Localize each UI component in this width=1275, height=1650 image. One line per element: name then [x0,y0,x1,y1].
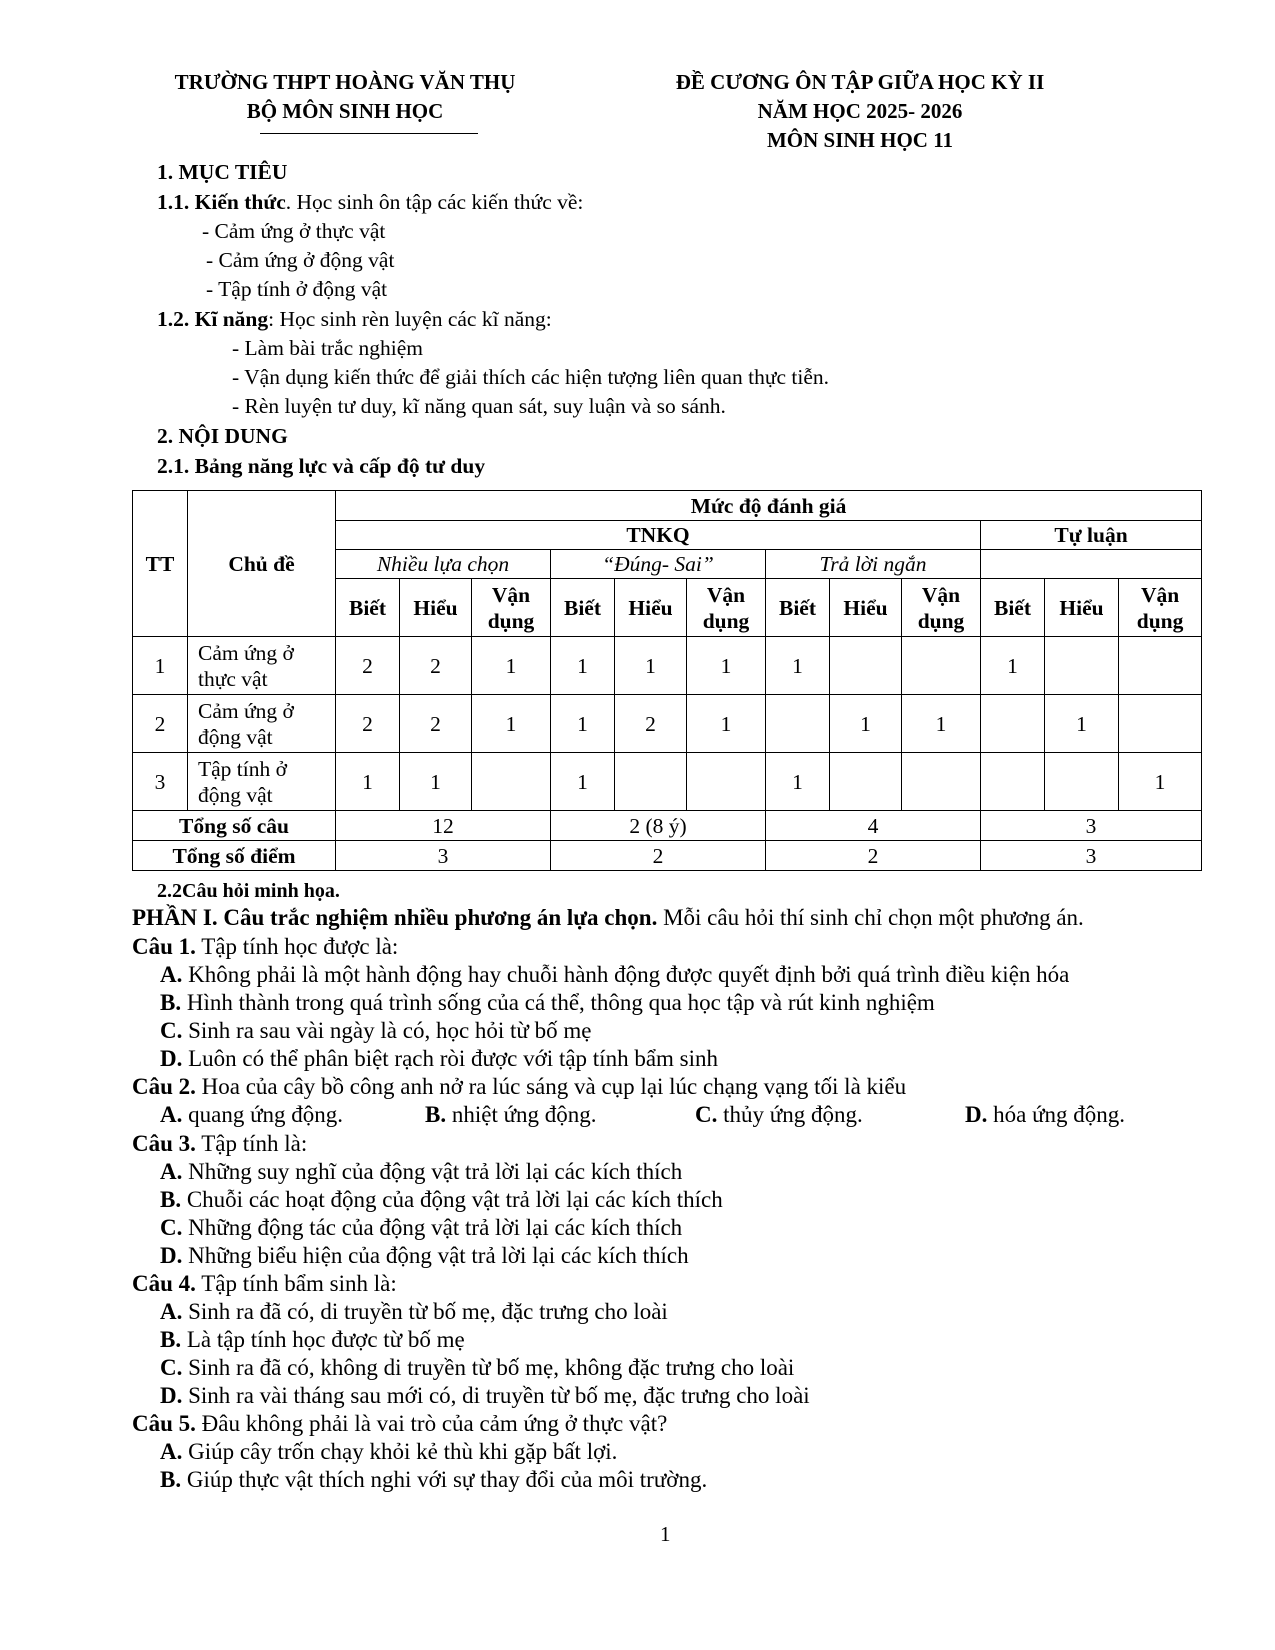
knowledge-item: - Cảm ứng ở thực vật [202,219,386,243]
cell: 1 [766,753,830,811]
option-text: Là tập tính học được từ bố mẹ [181,1327,465,1352]
total-questions-short: 4 [766,811,981,841]
option-key: A. [160,1102,183,1127]
cell: 1 [1119,753,1202,811]
cell: 1 [766,637,830,695]
option-key: D. [160,1383,183,1408]
option-text: Sinh ra vài tháng sau mới có, di truyền từ bố mẹ, đặc trưng cho loài [182,1383,810,1408]
question-text: Tập tính là: [195,1131,308,1156]
cell: 1 [687,695,766,753]
option-text: Những suy nghĩ của động vật trả lời lại các kích thích [182,1159,683,1184]
cell: 1 [981,637,1045,695]
cell [472,753,551,811]
doc-title: ĐỀ CƯƠNG ÔN TẬP GIỮA HỌC KỲ II [675,70,1045,94]
option [160,1439,617,1465]
option-key: B. [160,1187,182,1212]
objectives-heading: 1. MỤC TIÊU [157,160,288,184]
knowledge-line [157,190,583,215]
total-points-short: 2 [766,841,981,871]
header-divider [260,133,478,134]
cell: 1 [551,637,615,695]
question-text: Tập tính bẩm sinh là: [195,1271,397,1296]
cell: 1 [1045,695,1119,753]
subject-title: MÔN SINH HỌC 11 [766,128,954,152]
total-questions-row [133,811,1202,841]
option-key: B. [160,990,182,1015]
level-header: Hiểu [400,579,472,637]
level-header: Biết [336,579,400,637]
option-key: C. [160,1215,183,1240]
table-row [133,753,1202,811]
essay-header: Tự luận [981,521,1202,550]
cell [830,753,902,811]
knowledge-item: - Tập tính ở động vật [206,277,388,301]
total-questions-label: Tổng số câu [133,811,336,841]
cell: 2 [336,637,400,695]
cell [615,753,687,811]
option-key: C. [160,1018,183,1043]
essay-sub-header [981,550,1202,579]
cell: 1 [472,637,551,695]
page-number: 1 [660,1522,671,1546]
option-key: D. [965,1102,988,1127]
total-points-mc: 3 [336,841,551,871]
level-header: Vận dụng [902,579,981,637]
option-key: A. [160,962,183,987]
cell [981,695,1045,753]
total-questions-tf: 2 (8 ý) [551,811,766,841]
cell [902,753,981,811]
question-label: Câu 5. [132,1411,196,1436]
option [160,962,1069,988]
option-text: Những biểu hiện của động vật trả lời lại các kích thích [182,1243,689,1268]
cell: 1 [615,637,687,695]
row-topic: Cảm ứng ở thực vật [188,637,336,695]
total-points-label: Tổng số điểm [133,841,336,871]
tnkq-header: TNKQ [336,521,981,550]
option-text: Hình thành trong quá trình sống của cá thể, thông qua học tập và rút kinh nghiệm [181,990,935,1015]
knowledge-num: 1.1. [157,190,190,214]
cell [1045,753,1119,811]
option-key: C. [695,1102,718,1127]
total-points-essay: 3 [981,841,1202,871]
table-row [133,637,1202,695]
level-header: Vận dụng [1119,579,1202,637]
option-text: Giúp thực vật thích nghi với sự thay đổi của môi trường. [181,1467,708,1492]
option [695,1102,863,1128]
option [160,1355,794,1381]
level-header: Biết [766,579,830,637]
option [160,1046,718,1072]
option [160,1159,682,1185]
cell [981,753,1045,811]
cell: 2 [400,637,472,695]
option [160,1243,689,1269]
knowledge-item: - Cảm ứng ở động vật [206,248,395,272]
school-name: TRƯỜNG THPT HOÀNG VĂN THỤ [174,70,516,94]
option-key: A. [160,1159,183,1184]
content-heading: 2. NỘI DUNG [157,424,288,448]
level-header: Biết [981,579,1045,637]
cell [1119,695,1202,753]
skills-label: Kĩ năng [194,307,269,331]
option-text: Không phải là một hành động hay chuỗi hành động được quyết định bởi quá trình điều kiện hóa [182,962,1070,987]
option-key: A. [160,1439,183,1464]
option [160,1327,465,1353]
cell: 2 [336,695,400,753]
option-text: quang ứng động. [182,1102,344,1127]
cell: 1 [400,753,472,811]
option-text: Sinh ra đã có, không di truyền từ bố mẹ, không đặc trưng cho loài [182,1355,795,1380]
cell [1045,637,1119,695]
table-row [133,695,1202,753]
cell: 1 [902,695,981,753]
question-text: Hoa của cây bồ công anh nở ra lúc sáng và cụp lại lúc chạng vạng tối là kiểu [195,1074,907,1099]
illustration-heading: 2.2Câu hỏi minh họa. [157,880,340,902]
assessment-matrix [132,490,1202,871]
option-text: Giúp cây trốn chạy khỏi kẻ thù khi gặp bất lợi. [182,1439,618,1464]
level-header: Hiểu [830,579,902,637]
knowledge-text: . Học sinh ôn tập các kiến thức về: [285,190,584,214]
option [160,1018,592,1044]
cell: 1 [830,695,902,753]
option-text: Sinh ra sau vài ngày là có, học hỏi từ bố mẹ [182,1018,592,1043]
option-text: nhiệt ứng động. [446,1102,597,1127]
cell [687,753,766,811]
col-topic-header: Chủ đề [188,491,336,637]
option [160,1215,682,1241]
row-number: 3 [133,753,188,811]
skills-line [157,307,552,332]
cell [830,637,902,695]
option-key: B. [160,1467,182,1492]
question-4 [132,1271,397,1297]
question-label: Câu 4. [132,1271,196,1296]
skills-text: : Học sinh rèn luyện các kĩ năng: [268,307,552,331]
option-text: Luôn có thể phân biệt rạch ròi được với tập tính bẩm sinh [182,1046,719,1071]
school-year: NĂM HỌC 2025- 2026 [757,99,963,123]
level-header: Hiểu [1045,579,1119,637]
skills-item: - Làm bài trắc nghiệm [232,336,424,360]
department-name: BỘ MÔN SINH HỌC [246,99,444,123]
option [160,1383,810,1409]
question-text: Tập tính học được là: [195,934,399,959]
option-key: C. [160,1355,183,1380]
option [160,990,935,1016]
multiple-choice-header: Nhiều lựa chọn [336,550,551,579]
table-heading: 2.1. Bảng năng lực và cấp độ tư duy [157,454,486,478]
option [160,1467,707,1493]
option-text: thủy ứng động. [717,1102,863,1127]
assessment-level-header: Mức độ đánh giá [336,491,1202,521]
option-text: Sinh ra đã có, di truyền từ bố mẹ, đặc trưng cho loài [182,1299,668,1324]
question-1 [132,934,398,960]
total-questions-essay: 3 [981,811,1202,841]
level-header: Vận dụng [687,579,766,637]
cell: 1 [336,753,400,811]
cell: 1 [551,753,615,811]
part1-title: PHẦN I. Câu trắc nghiệm nhiều phương án lựa chọn. [132,905,658,930]
cell [766,695,830,753]
cell: 2 [615,695,687,753]
option-key: D. [160,1046,183,1071]
question-label: Câu 3. [132,1131,196,1156]
true-false-header: “Đúng- Sai” [551,550,766,579]
level-header: Biết [551,579,615,637]
cell: 1 [551,695,615,753]
option-text: hóa ứng động. [987,1102,1126,1127]
option-text: Những động tác của động vật trả lời lại các kích thích [182,1215,683,1240]
level-header: Hiểu [615,579,687,637]
skills-num: 1.2. [157,307,190,331]
cell: 1 [472,695,551,753]
question-2 [132,1074,906,1100]
option-key: B. [425,1102,447,1127]
question-label: Câu 2. [132,1074,196,1099]
row-number: 2 [133,695,188,753]
option [160,1102,343,1128]
option-key: D. [160,1243,183,1268]
question-3 [132,1131,307,1157]
question-5 [132,1411,667,1437]
knowledge-label: Kiến thức [194,190,286,214]
part1-heading [132,905,1084,931]
total-points-tf: 2 [551,841,766,871]
col-tt-header: TT [133,491,188,637]
skills-item: - Rèn luyện tư duy, kĩ năng quan sát, suy luận và so sánh. [232,394,726,418]
row-number: 1 [133,637,188,695]
question-text: Đâu không phải là vai trò của cảm ứng ở thực vật? [195,1411,668,1436]
skills-item: - Vận dụng kiến thức để giải thích các hiện tượng liên quan thực tiễn. [232,365,830,389]
cell [902,637,981,695]
row-topic: Cảm ứng ở động vật [188,695,336,753]
cell [1119,637,1202,695]
option [425,1102,597,1128]
option-key: A. [160,1299,183,1324]
row-topic: Tập tính ở động vật [188,753,336,811]
option-text: Chuỗi các hoạt động của động vật trả lời lại các kích thích [181,1187,723,1212]
cell: 1 [687,637,766,695]
short-answer-header: Trả lời ngắn [766,550,981,579]
cell: 2 [400,695,472,753]
total-questions-mc: 12 [336,811,551,841]
option-key: B. [160,1327,182,1352]
part1-instruction: Mỗi câu hỏi thí sinh chỉ chọn một phương án. [657,905,1084,930]
question-label: Câu 1. [132,934,196,959]
level-header: Vận dụng [472,579,551,637]
option [965,1102,1125,1128]
total-points-row [133,841,1202,871]
option [160,1299,668,1325]
option [160,1187,723,1213]
